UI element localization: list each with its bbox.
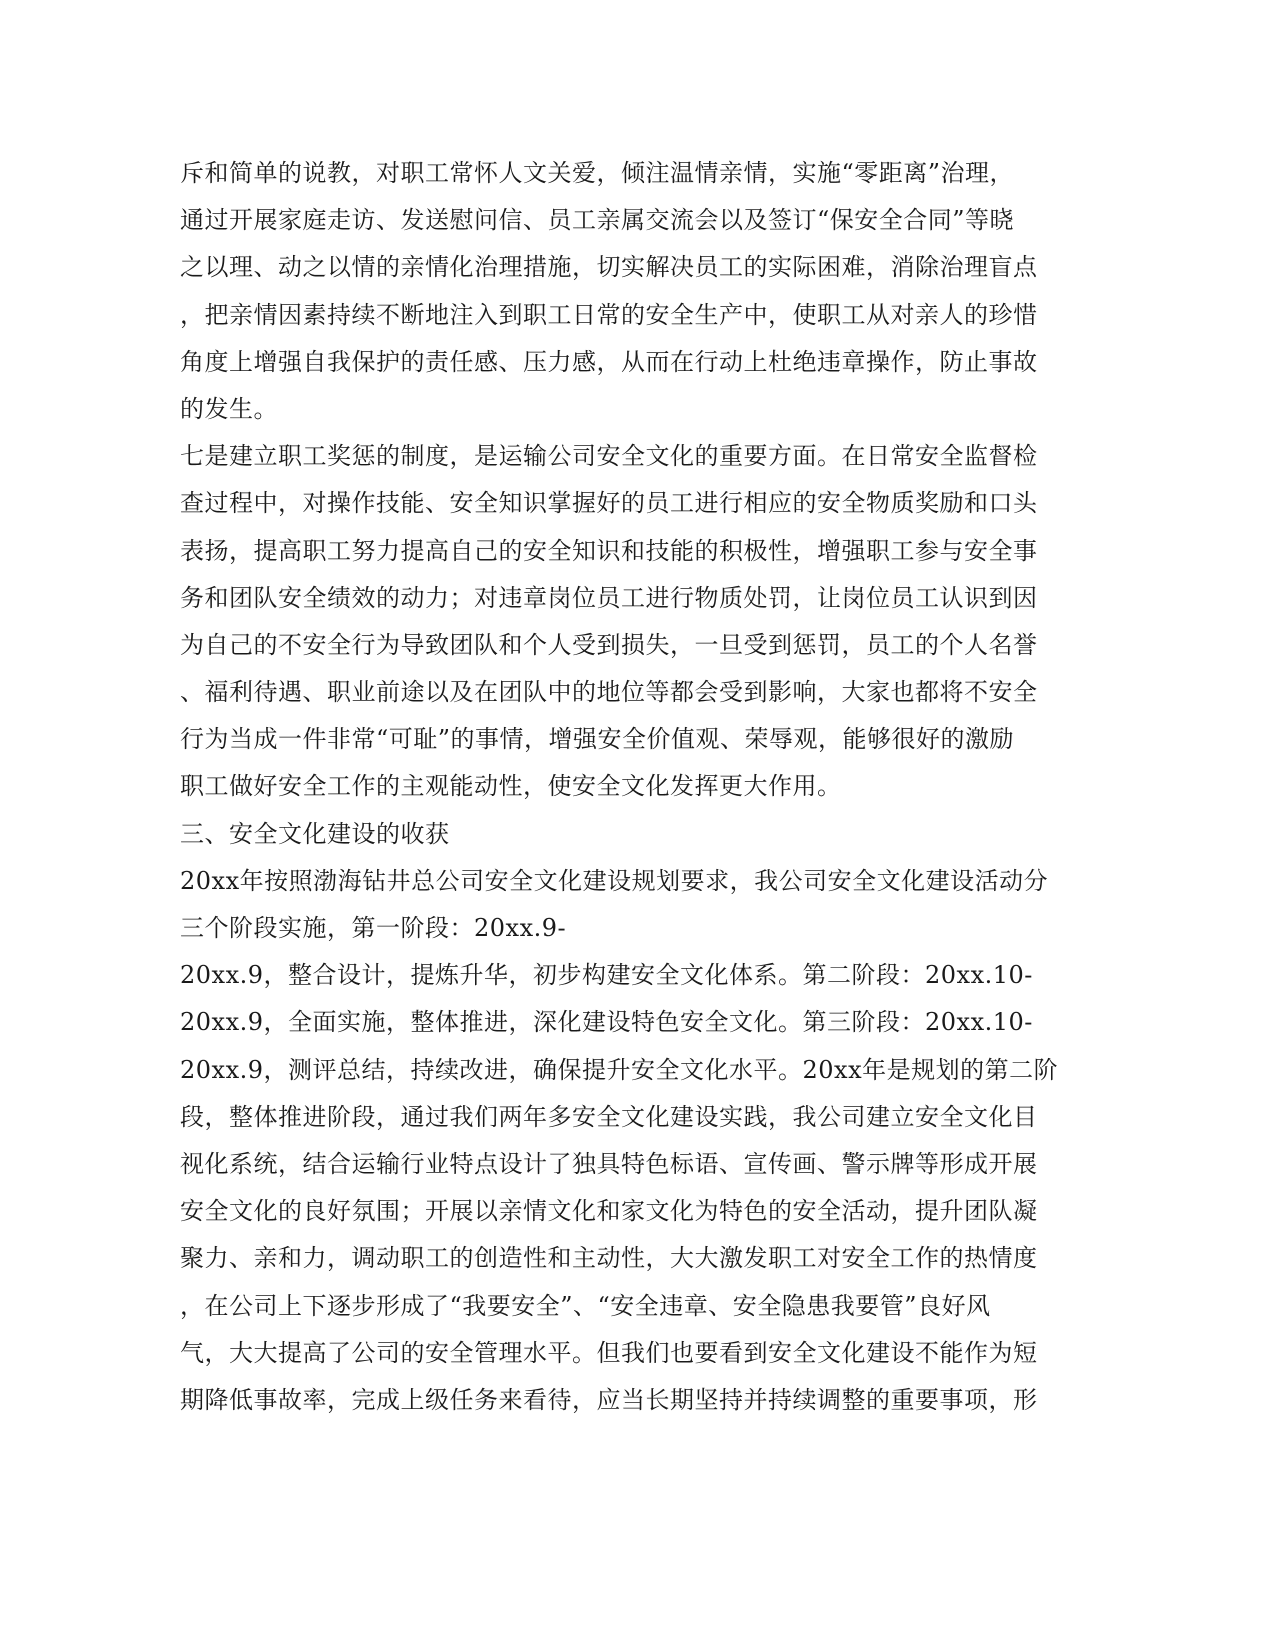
text-line: 为自己的不安全行为导致团队和个人受到损失，一旦受到惩罚，员工的个人名誉 — [180, 630, 1038, 659]
text-line: 20xx.9，整合设计，提炼升华，初步构建安全文化体系。第二阶段：20xx.10- — [180, 961, 1033, 990]
text-line: 期降低事故率，完成上级任务来看待，应当长期坚持并持续调整的重要事项，形 — [180, 1385, 1038, 1414]
text-line: 角度上增强自我保护的责任感、压力感，从而在行动上杜绝违章操作，防止事故 — [180, 347, 1038, 376]
text-line: 斥和简单的说教，对职工常怀人文关爱，倾注温情亲情，实施“零距离”治理， — [180, 159, 1015, 187]
text-line: 之以理、动之以情的亲情化治理措施，切实解决员工的实际困难，消除治理盲点 — [180, 253, 1038, 282]
text-line: 查过程中，对操作技能、安全知识掌握好的员工进行相应的安全物质奖励和口头 — [180, 489, 1038, 518]
text-line: 段，整体推进阶段，通过我们两年多安全文化建设实践，我公司建立安全文化目 — [180, 1102, 1038, 1131]
section-heading: 三、安全文化建设的收获 — [180, 819, 450, 848]
body-text — [180, 150, 1060, 1424]
text-line: 三个阶段实施，第一阶段：20xx.9- — [180, 914, 567, 942]
text-line: 表扬，提高职工努力提高自己的安全知识和技能的积极性，增强职工参与安全事 — [180, 536, 1038, 565]
text-line: 的发生。 — [180, 394, 278, 423]
text-line: 务和团队安全绩效的动力；对违章岗位员工进行物质处罚，让岗位员工认识到因 — [180, 583, 1038, 612]
text-line: 视化系统，结合运输行业特点设计了独具特色标语、宣传画、警示牌等形成开展 — [180, 1149, 1038, 1178]
text-line: ，把亲情因素持续不断地注入到职工日常的安全生产中，使职工从对亲人的珍惜 — [180, 300, 1038, 329]
text-line: 、福利待遇、职业前途以及在团队中的地位等都会受到影响，大家也都将不安全 — [180, 678, 1038, 707]
text-line: 20xx.9，全面实施，整体推进，深化建设特色安全文化。第三阶段：20xx.10- — [180, 1008, 1033, 1037]
text-line: 聚力、亲和力，调动职工的创造性和主动性，大大激发职工对安全工作的热情度 — [180, 1244, 1038, 1273]
text-line: 20xx.9，测评总结，持续改进，确保提升安全文化水平。20xx年是规划的第二阶 — [180, 1055, 1059, 1084]
text-line: 七是建立职工奖惩的制度，是运输公司安全文化的重要方面。在日常安全监督检 — [180, 442, 1038, 471]
text-line: 20xx年按照渤海钻井总公司安全文化建设规划要求，我公司安全文化建设活动分 — [180, 866, 1049, 895]
text-line: 行为当成一件非常“可耻”的事情，增强安全价值观、荣辱观，能够很好的激励 — [180, 725, 1015, 754]
text-line: 职工做好安全工作的主观能动性，使安全文化发挥更大作用。 — [180, 772, 842, 801]
text-line: 气，大大提高了公司的安全管理水平。但我们也要看到安全文化建设不能作为短 — [180, 1338, 1038, 1367]
text-line: 通过开展家庭走访、发送慰问信、员工亲属交流会以及签订“保安全合同”等晓 — [180, 206, 1015, 235]
text-line: 安全文化的良好氛围；开展以亲情文化和家文化为特色的安全活动，提升团队凝 — [180, 1197, 1038, 1226]
text-line: ，在公司上下逐步形成了“我要安全”、“安全违章、安全隐患我要管”良好风 — [180, 1291, 991, 1320]
